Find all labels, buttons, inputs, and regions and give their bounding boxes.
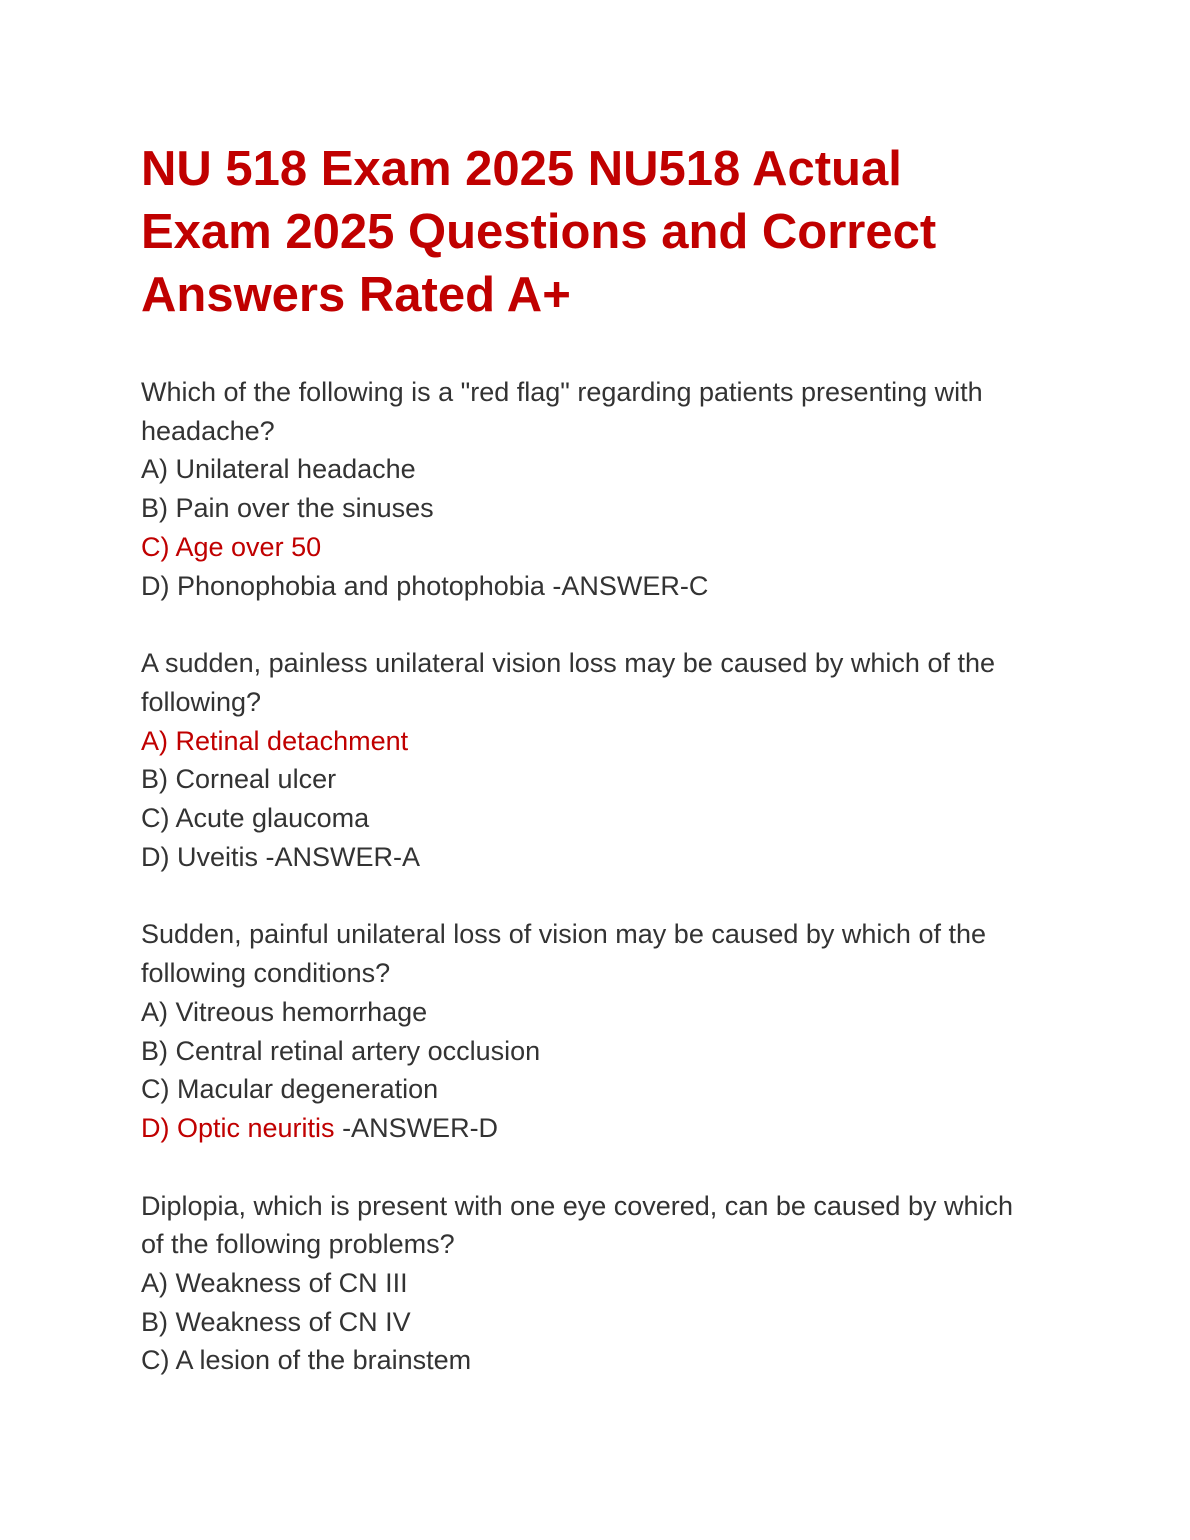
option-text: A) Unilateral headache [141,454,416,485]
option-text: D) Phonophobia and photophobia [141,570,545,601]
answer-option [141,760,1061,799]
question-stem: Diplopia, which is present with one eye covered, can be caused by which of the following problems? [141,1190,1021,1260]
answer-option-correct [141,1109,1061,1148]
option-text: C) Macular degeneration [141,1074,439,1105]
answer-option [141,993,1061,1032]
option-text: C) A lesion of the brainstem [141,1345,472,1376]
answer-option [141,1264,1061,1303]
answer-option [141,1070,1061,1109]
answer-option-correct [141,722,1061,761]
answer-key: -ANSWER-D [334,1112,499,1143]
question-stem: Which of the following is a "red flag" regarding patients presenting with headache? [141,377,991,446]
option-text: B) Weakness of CN IV [141,1306,411,1337]
answer-key: -ANSWER-C [544,570,709,601]
option-text: D) Uveitis [141,841,259,872]
answer-option [141,567,1061,606]
option-text: C) Age over 50 [141,531,322,562]
answer-option-correct [141,528,1061,567]
option-text: B) Pain over the sinuses [141,493,434,524]
answer-option [141,450,1061,489]
question-block [141,373,1061,605]
question-stem: A sudden, painless unilateral vision loss may be caused by which of the following? [141,648,1003,717]
answer-option [141,1341,1061,1380]
option-text: D) Optic neuritis [141,1112,335,1143]
document-title: NU 518 Exam 2025 NU518 Actual Exam 2025 Questions and Correct Answers Rated A+ [141,142,937,322]
answer-option [141,1303,1061,1342]
document-page [141,138,1061,1419]
option-text: A) Retinal detachment [141,725,409,756]
answer-option [141,489,1061,528]
answer-key: -ANSWER-A [258,841,421,872]
option-text: A) Vitreous hemorrhage [141,996,428,1027]
answer-option [141,1032,1061,1071]
question-stem: Sudden, painful unilateral loss of vision may be caused by which of the following conditions? [141,919,994,989]
option-text: C) Acute glaucoma [141,803,370,834]
option-text: A) Weakness of CN III [141,1268,408,1299]
question-block [141,915,1061,1147]
answer-option [141,838,1061,877]
question-block [141,644,1061,876]
answer-option [141,799,1061,838]
question-block [141,1187,1061,1381]
option-text: B) Central retinal artery occlusion [141,1035,541,1066]
option-text: B) Corneal ulcer [141,764,337,795]
